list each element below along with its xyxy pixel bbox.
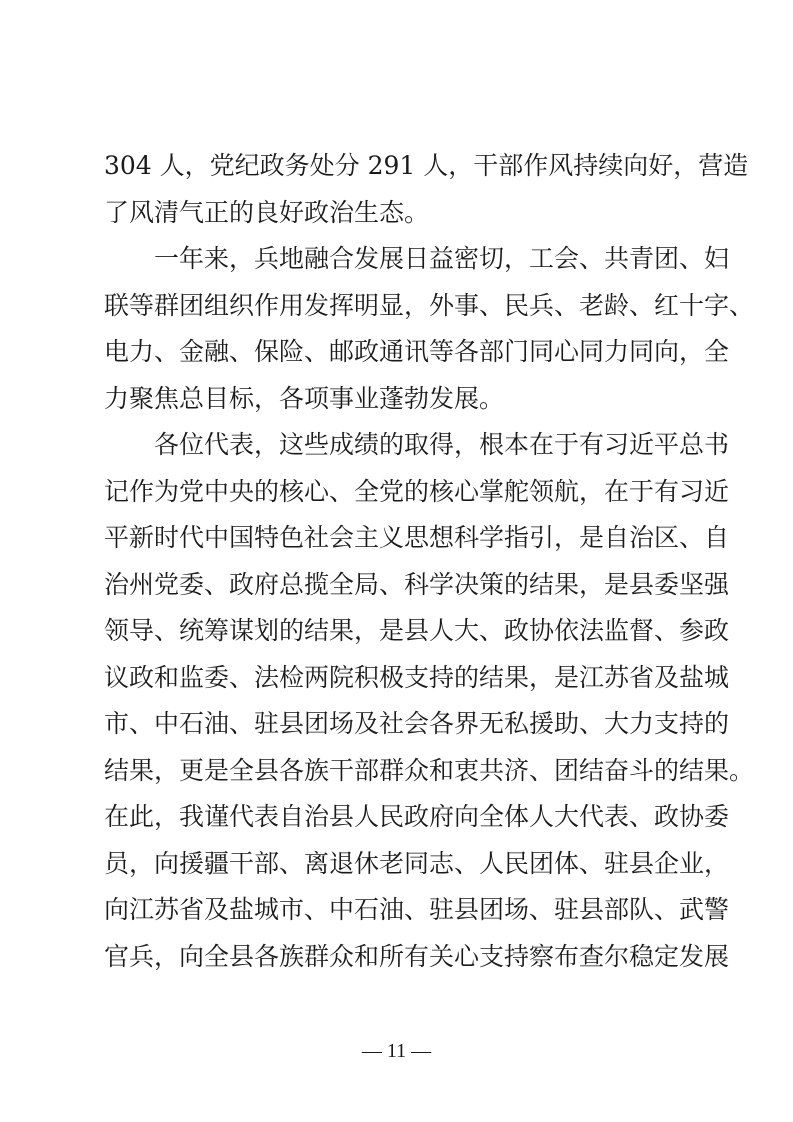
text-line: 304 人，党纪政务处分 291 人，干部作风持续向好，营造: [104, 151, 749, 180]
text-line: 在此，我谨代表自治县人民政府向全体人大代表、政协委: [104, 802, 730, 831]
text-line: 领导、统筹谋划的结果，是县人大、政协依法监督、参政: [104, 616, 730, 645]
text-line: 治州党委、政府总揽全局、科学决策的结果，是县委坚强: [104, 569, 730, 599]
text-line: 了风清气正的良好政治生态。: [104, 197, 430, 227]
page-number: — 11 —: [361, 1040, 432, 1062]
body-text: [104, 143, 755, 980]
text-line: 议政和监委、法检两院积极支持的结果，是江苏省及盐城: [104, 662, 730, 692]
text-line: 官兵，向全县各族群众和所有关心支持察布查尔稳定发展: [104, 941, 730, 971]
text-line: 向江苏省及盐城市、中石油、驻县团场、驻县部队、武警: [104, 895, 730, 924]
text-line: 力聚焦总目标，各项事业蓬勃发展。: [104, 383, 505, 413]
text-line: 联等群团组织作用发挥明显，外事、民兵、老龄、红十字、: [104, 290, 755, 320]
text-line: 各位代表，这些成绩的取得，根本在于有习近平总书: [154, 430, 730, 459]
text-line: 电力、金融、保险、邮政通讯等各部门同心同力同向，全: [104, 337, 730, 366]
text-line: 结果，更是全县各族干部群众和衷共济、团结奋斗的结果。: [104, 755, 755, 785]
text-line: 平新时代中国特色社会主义思想科学指引，是自治区、自: [104, 523, 730, 552]
text-line: 一年来，兵地融合发展日益密切，工会、共青团、妇: [154, 244, 730, 273]
text-line: 员，向援疆干部、离退休老同志、人民团体、驻县企业，: [104, 848, 730, 878]
text-line: 记作为党中央的核心、全党的核心掌舵领航，在于有习近: [104, 476, 730, 506]
text-line: 市、中石油、驻县团场及社会各界无私援助、大力支持的: [104, 709, 730, 738]
